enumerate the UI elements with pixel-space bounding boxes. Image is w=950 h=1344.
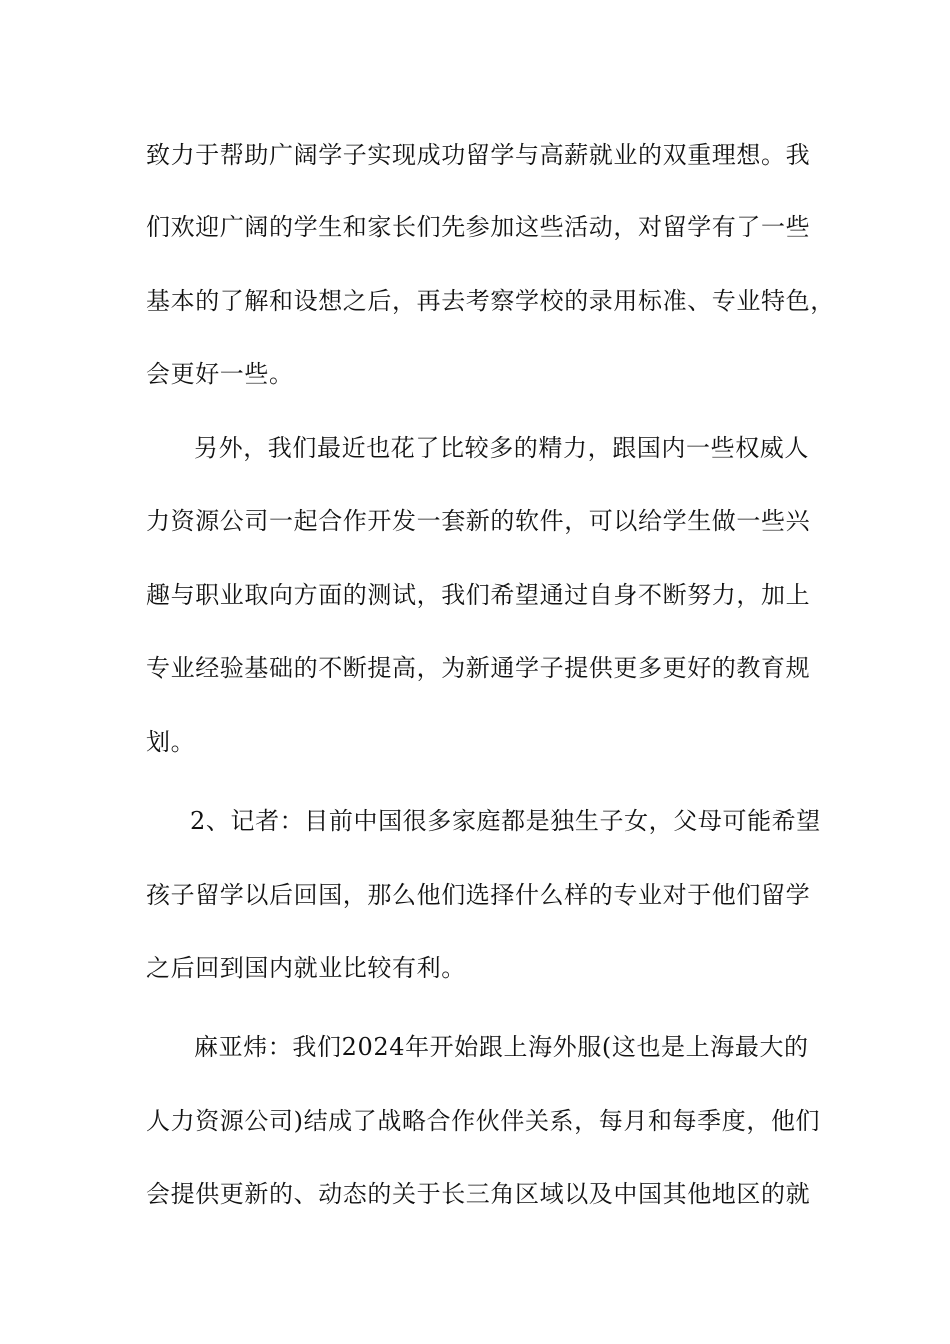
text-line: 致力于帮助广阔学子实现成功留学与高薪就业的双重理想。我 <box>146 141 811 169</box>
text-line: 会更好一些。 <box>146 360 294 388</box>
text-line: 趣与职业取向方面的测试，我们希望通过自身不断努力，加上 <box>146 581 811 609</box>
text-line: 们欢迎广阔的学生和家长们先参加这些活动，对留学有了一些 <box>146 213 811 241</box>
text-line: 专业经验基础的不断提高，为新通学子提供更多更好的教育规 <box>146 654 811 682</box>
text-line: 基本的了解和设想之后，再去考察学校的录用标准、专业特色， <box>146 287 835 315</box>
paragraph-first-line: 另外，我们最近也花了比较多的精力，跟国内一些权威人 <box>194 434 809 462</box>
text-line: 力资源公司一起合作开发一套新的软件，可以给学生做一些兴 <box>146 507 811 535</box>
text-line: 划。 <box>146 728 196 756</box>
text-line: 人力资源公司)结成了战略合作伙伴关系，每月和每季度，他们 <box>146 1107 821 1135</box>
paragraph-first-line: 2、记者：目前中国很多家庭都是独生子女，父母可能希望 <box>190 807 821 835</box>
text-line: 会提供更新的、动态的关于长三角区域以及中国其他地区的就 <box>146 1180 811 1208</box>
paragraph-first-line: 麻亚炜：我们2024年开始跟上海外服(这也是上海最大的 <box>194 1033 809 1061</box>
text-line: 之后回到国内就业比较有利。 <box>146 954 466 982</box>
text-line: 孩子留学以后回国，那么他们选择什么样的专业对于他们留学 <box>146 881 811 909</box>
